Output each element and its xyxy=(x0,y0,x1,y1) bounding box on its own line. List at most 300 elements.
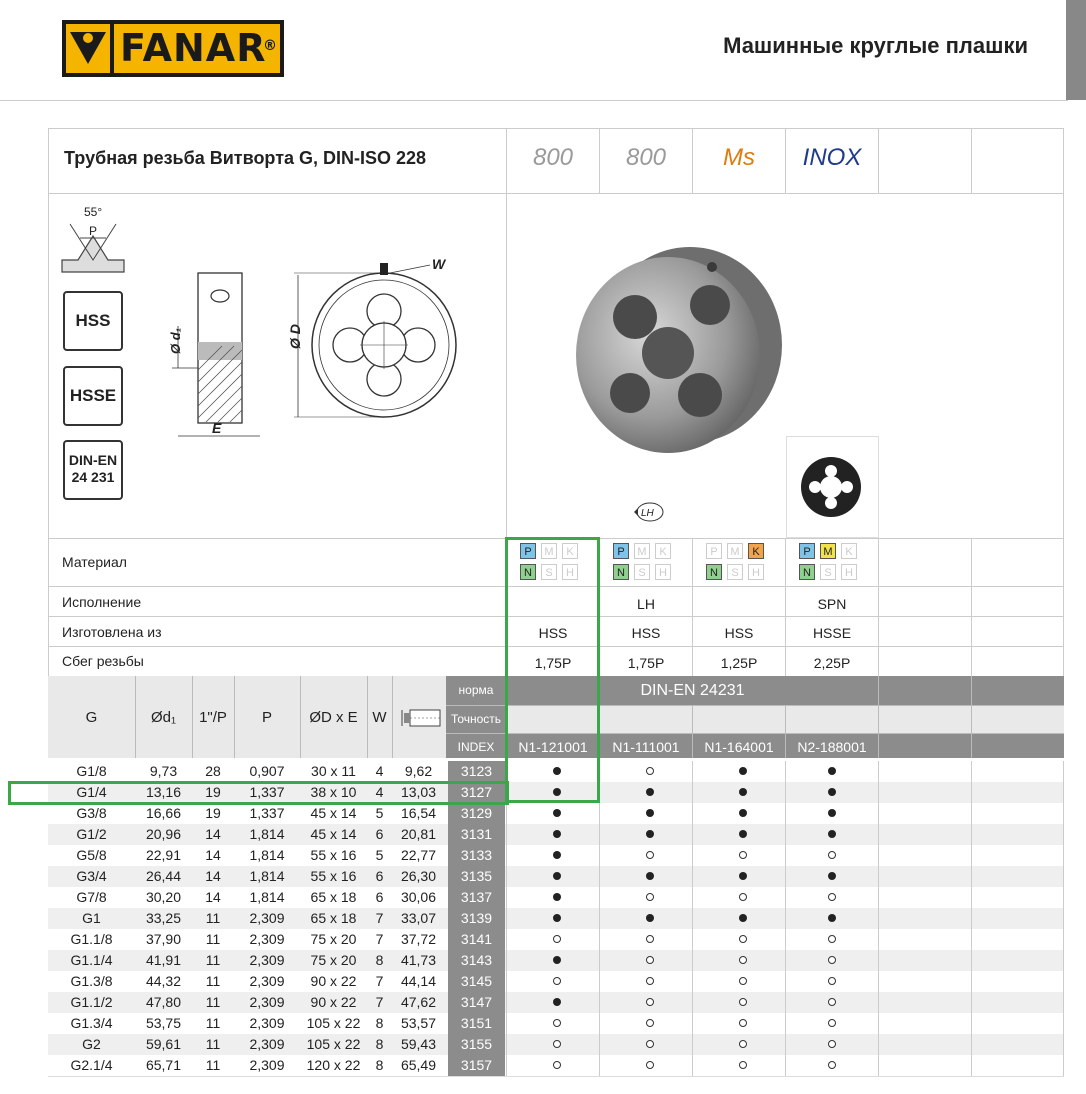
runout-col1: 1,75P xyxy=(534,655,572,671)
material-chip-s: S xyxy=(541,564,557,580)
column-divider xyxy=(599,1055,600,1076)
available-dot-icon xyxy=(828,830,836,838)
column-divider xyxy=(1063,1055,1064,1076)
row-index: 3129 xyxy=(448,803,505,824)
column-divider xyxy=(971,866,972,887)
column-divider xyxy=(785,866,786,887)
available-dot-icon xyxy=(553,830,561,838)
row-w: 6 xyxy=(375,826,384,842)
row-tpi: 14 xyxy=(205,889,221,905)
made-of-col2: HSS xyxy=(631,625,661,641)
column-divider xyxy=(1063,782,1064,803)
column-divider xyxy=(785,824,786,845)
column-divider xyxy=(506,908,507,929)
row-dxe: 55 x 16 xyxy=(310,868,357,884)
row-w: 7 xyxy=(375,994,384,1010)
column-divider xyxy=(878,845,879,866)
column-divider xyxy=(692,803,693,824)
column-divider xyxy=(692,824,693,845)
column-divider xyxy=(878,761,879,782)
die-side-drawing xyxy=(160,270,270,447)
row-p: 0,907 xyxy=(249,763,285,779)
row-index: 3137 xyxy=(448,887,505,908)
row-tpi: 14 xyxy=(205,826,221,842)
column-divider xyxy=(971,971,972,992)
runout-label: Сбег резьбы xyxy=(62,653,144,669)
column-divider xyxy=(599,929,600,950)
column-divider xyxy=(785,992,786,1013)
row-bore: 20,81 xyxy=(400,826,437,842)
d-label: Ø D xyxy=(287,324,303,349)
runout-col3: 1,25P xyxy=(720,655,758,671)
logo-emblem-icon xyxy=(66,24,110,73)
edge-bar xyxy=(1066,0,1086,100)
material-chip-m: M xyxy=(820,543,836,559)
row-d1: 9,73 xyxy=(149,763,178,779)
material-chip-m: M xyxy=(634,543,650,559)
unavailable-dot-icon xyxy=(646,998,654,1006)
column-divider xyxy=(1063,950,1064,971)
row-d1: 30,20 xyxy=(145,889,182,905)
row-d1: 53,75 xyxy=(145,1015,182,1031)
column-divider xyxy=(1063,1034,1064,1055)
row-tpi: 28 xyxy=(205,763,221,779)
e-label: E xyxy=(212,420,222,436)
row-dxe: 105 x 22 xyxy=(306,1036,361,1052)
row-d1: 47,80 xyxy=(145,994,182,1010)
material-chip-s: S xyxy=(727,564,743,580)
row-dxe: 105 x 22 xyxy=(306,1015,361,1031)
column-divider xyxy=(785,803,786,824)
column-divider xyxy=(878,866,879,887)
row-index: 3123 xyxy=(448,761,505,782)
available-dot-icon xyxy=(646,914,654,922)
column-divider xyxy=(971,908,972,929)
available-dot-icon xyxy=(739,809,747,817)
row-bore: 30,06 xyxy=(400,889,437,905)
table-row xyxy=(48,824,1064,846)
unavailable-dot-icon xyxy=(646,1019,654,1027)
row-d1: 33,25 xyxy=(145,910,182,926)
row-g: G5/8 xyxy=(76,847,107,863)
logo-wordmark: FANAR ® xyxy=(114,24,280,73)
unavailable-dot-icon xyxy=(646,956,654,964)
column-divider xyxy=(785,908,786,929)
table-row xyxy=(48,950,1064,972)
available-dot-icon xyxy=(739,767,747,775)
material-chip-k: K xyxy=(655,543,671,559)
column-divider xyxy=(971,824,972,845)
column-divider xyxy=(692,1034,693,1055)
column-divider xyxy=(785,761,786,782)
material-chip-h: H xyxy=(748,564,764,580)
row-d1: 26,44 xyxy=(145,868,182,884)
material-chip-m: M xyxy=(541,543,557,559)
unavailable-dot-icon xyxy=(646,893,654,901)
row-p: 2,309 xyxy=(249,1036,285,1052)
unavailable-dot-icon xyxy=(553,1019,561,1027)
column-divider xyxy=(692,1013,693,1034)
column-divider xyxy=(599,950,600,971)
column-divider xyxy=(692,761,693,782)
row-g: G1.1/8 xyxy=(70,931,113,947)
made-of-col4: HSSE xyxy=(812,625,852,641)
unavailable-dot-icon xyxy=(739,1061,747,1069)
row-p: 2,309 xyxy=(249,910,285,926)
column-divider xyxy=(878,992,879,1013)
unavailable-dot-icon xyxy=(739,1040,747,1048)
row-p: 1,814 xyxy=(249,868,285,884)
row-index: 3141 xyxy=(448,929,505,950)
material-chip-h: H xyxy=(655,564,671,580)
bore-dimension-icon xyxy=(396,704,444,737)
article-col3: N1-164001 xyxy=(704,739,774,755)
available-dot-icon xyxy=(828,914,836,922)
column-divider xyxy=(785,929,786,950)
angle-label: 55° xyxy=(84,205,103,219)
row-g: G1.3/8 xyxy=(70,973,113,989)
row-w: 8 xyxy=(375,1015,384,1031)
row-dxe: 30 x 11 xyxy=(311,763,356,779)
available-dot-icon xyxy=(828,788,836,796)
made-of-label: Изготовлена из xyxy=(62,624,162,640)
article-col4: N2-188001 xyxy=(797,739,867,755)
column-divider xyxy=(506,803,507,824)
unavailable-dot-icon xyxy=(646,851,654,859)
row-bore: 13,03 xyxy=(400,784,437,800)
row-bore: 37,72 xyxy=(400,931,437,947)
available-dot-icon xyxy=(553,809,561,817)
w-label: W xyxy=(432,256,446,272)
unavailable-dot-icon xyxy=(739,893,747,901)
row-w: 4 xyxy=(375,763,384,779)
column-divider xyxy=(971,992,972,1013)
row-w: 6 xyxy=(375,868,384,884)
row-w: 8 xyxy=(375,1036,384,1052)
material-chip-h: H xyxy=(562,564,578,580)
row-d1: 59,61 xyxy=(145,1036,182,1052)
table-row xyxy=(48,845,1064,867)
material-header-steel-2: 800 xyxy=(625,144,667,171)
row-d1: 13,16 xyxy=(145,784,182,800)
unavailable-dot-icon xyxy=(828,935,836,943)
row-bore: 65,49 xyxy=(400,1057,437,1073)
row-index: 3127 xyxy=(448,782,505,803)
material-header-brass: Ms xyxy=(723,144,755,171)
material-chip-s: S xyxy=(820,564,836,580)
column-divider xyxy=(599,908,600,929)
unavailable-dot-icon xyxy=(828,1040,836,1048)
column-divider xyxy=(971,803,972,824)
available-dot-icon xyxy=(739,830,747,838)
table-row xyxy=(48,1055,1064,1077)
row-p: 2,309 xyxy=(249,973,285,989)
column-divider xyxy=(599,824,600,845)
column-divider xyxy=(1063,908,1064,929)
available-dot-icon xyxy=(553,851,561,859)
row-bore: 9,62 xyxy=(404,763,433,779)
row-g: G3/4 xyxy=(76,868,107,884)
table-row xyxy=(48,929,1064,951)
material-chip-n: N xyxy=(799,564,815,580)
row-w: 5 xyxy=(375,847,384,863)
row-w: 8 xyxy=(375,1057,384,1073)
column-divider xyxy=(971,845,972,866)
row-g: G1/2 xyxy=(76,826,107,842)
table-row xyxy=(48,908,1064,930)
column-divider xyxy=(599,971,600,992)
unavailable-dot-icon xyxy=(553,935,561,943)
row-p: 2,309 xyxy=(249,994,285,1010)
unavailable-dot-icon xyxy=(553,977,561,985)
material-chip-k: K xyxy=(562,543,578,559)
row-index: 3155 xyxy=(448,1034,505,1055)
column-divider xyxy=(878,803,879,824)
col-w-header: W xyxy=(372,709,387,726)
row-dxe: 75 x 20 xyxy=(310,931,357,947)
material-chip-p: P xyxy=(799,543,815,559)
die-product-photo xyxy=(570,245,790,465)
row-p: 1,337 xyxy=(249,805,285,821)
execution-label: Исполнение xyxy=(62,594,142,610)
column-divider xyxy=(878,1055,879,1076)
column-divider xyxy=(692,887,693,908)
row-dxe: 55 x 16 xyxy=(310,847,357,863)
accuracy-label: Точность xyxy=(450,712,502,726)
unavailable-dot-icon xyxy=(828,998,836,1006)
column-divider xyxy=(506,1013,507,1034)
runout-col2: 1,75P xyxy=(627,655,665,671)
table-row xyxy=(48,866,1064,888)
column-divider xyxy=(971,1013,972,1034)
row-p: 1,814 xyxy=(249,847,285,863)
row-bore: 53,57 xyxy=(400,1015,437,1031)
table-row xyxy=(48,1013,1064,1035)
row-index: 3135 xyxy=(448,866,505,887)
material-chip-n: N xyxy=(613,564,629,580)
column-divider xyxy=(785,782,786,803)
column-divider xyxy=(692,866,693,887)
column-divider xyxy=(878,1013,879,1034)
row-d1: 44,32 xyxy=(145,973,182,989)
row-g: G1.1/4 xyxy=(70,952,113,968)
row-g: G1 xyxy=(82,910,101,926)
din-badge: DIN-EN 24 231 xyxy=(63,440,123,500)
column-divider xyxy=(971,1034,972,1055)
row-dxe: 90 x 22 xyxy=(310,973,357,989)
available-dot-icon xyxy=(739,914,747,922)
row-index: 3143 xyxy=(448,950,505,971)
table-row xyxy=(48,971,1064,993)
row-bore: 41,73 xyxy=(400,952,437,968)
row-dxe: 120 x 22 xyxy=(306,1057,361,1073)
column-divider xyxy=(692,1055,693,1076)
unavailable-dot-icon xyxy=(828,893,836,901)
unavailable-dot-icon xyxy=(739,851,747,859)
inox-die-thumbnail xyxy=(786,436,879,538)
column-divider xyxy=(506,845,507,866)
column-divider xyxy=(971,887,972,908)
column-divider xyxy=(878,887,879,908)
row-g: G1/4 xyxy=(76,784,107,800)
available-dot-icon xyxy=(553,956,561,964)
row-bore: 59,43 xyxy=(400,1036,437,1052)
available-dot-icon xyxy=(553,914,561,922)
material-header-steel: 800 xyxy=(532,144,574,171)
unavailable-dot-icon xyxy=(739,998,747,1006)
row-p: 2,309 xyxy=(249,1015,285,1031)
header-divider xyxy=(0,100,1068,101)
available-dot-icon xyxy=(646,788,654,796)
index-label: INDEX xyxy=(457,740,495,754)
available-dot-icon xyxy=(646,830,654,838)
column-divider xyxy=(692,782,693,803)
row-tpi: 14 xyxy=(205,868,221,884)
column-divider xyxy=(599,992,600,1013)
unavailable-dot-icon xyxy=(828,1019,836,1027)
column-divider xyxy=(1063,971,1064,992)
runout-col4: 2,25P xyxy=(813,655,851,671)
row-g: G1.3/4 xyxy=(70,1015,113,1031)
column-divider xyxy=(971,761,972,782)
row-dxe: 65 x 18 xyxy=(310,910,357,926)
hsse-badge: HSSE xyxy=(63,366,123,426)
row-tpi: 19 xyxy=(205,805,221,821)
row-d1: 16,66 xyxy=(145,805,182,821)
column-divider xyxy=(1063,845,1064,866)
column-divider xyxy=(692,908,693,929)
left-hand-thread-icon xyxy=(632,500,666,529)
row-dxe: 65 x 18 xyxy=(310,889,357,905)
column-divider xyxy=(878,929,879,950)
row-dxe: 90 x 22 xyxy=(310,994,357,1010)
row-tpi: 11 xyxy=(205,994,221,1010)
row-dxe: 45 x 14 xyxy=(310,826,357,842)
col-dxe-header: ØD x E xyxy=(309,709,358,726)
material-chip-k: K xyxy=(841,543,857,559)
row-w: 6 xyxy=(375,889,384,905)
available-dot-icon xyxy=(739,872,747,880)
column-divider xyxy=(971,950,972,971)
row-d1: 37,90 xyxy=(145,931,182,947)
row-p: 2,309 xyxy=(249,1057,285,1073)
column-divider xyxy=(599,845,600,866)
row-index: 3131 xyxy=(448,824,505,845)
row-p: 2,309 xyxy=(249,952,285,968)
material-chip-p: P xyxy=(613,543,629,559)
highlight-column-box xyxy=(505,537,600,803)
row-index: 3151 xyxy=(448,1013,505,1034)
unavailable-dot-icon xyxy=(828,1061,836,1069)
row-tpi: 14 xyxy=(205,847,221,863)
column-divider xyxy=(599,866,600,887)
row-w: 4 xyxy=(375,784,384,800)
column-divider xyxy=(692,971,693,992)
column-divider xyxy=(599,887,600,908)
column-divider xyxy=(971,782,972,803)
norm-label: норма xyxy=(458,683,494,697)
column-divider xyxy=(506,992,507,1013)
column-divider xyxy=(599,1013,600,1034)
col-g-header: G xyxy=(85,709,98,726)
column-divider xyxy=(785,1013,786,1034)
page-title: Машинные круглые плашки xyxy=(723,33,1028,58)
row-p: 1,337 xyxy=(249,784,285,800)
column-divider xyxy=(785,950,786,971)
unavailable-dot-icon xyxy=(828,851,836,859)
column-divider xyxy=(878,1034,879,1055)
highlight-row-box xyxy=(8,781,509,805)
column-divider xyxy=(506,929,507,950)
column-divider xyxy=(878,908,879,929)
column-divider xyxy=(785,887,786,908)
column-divider xyxy=(785,845,786,866)
column-divider xyxy=(878,971,879,992)
material-chip-p: P xyxy=(706,543,722,559)
row-d1: 22,91 xyxy=(145,847,182,863)
column-divider xyxy=(878,782,879,803)
row-g: G2.1/4 xyxy=(70,1057,113,1073)
column-divider xyxy=(785,1034,786,1055)
material-chip-k: K xyxy=(748,543,764,559)
row-dxe: 45 x 14 xyxy=(310,805,357,821)
row-p: 2,309 xyxy=(249,931,285,947)
row-index: 3157 xyxy=(448,1055,505,1076)
row-d1: 41,91 xyxy=(145,952,182,968)
unavailable-dot-icon xyxy=(739,935,747,943)
table-row xyxy=(48,992,1064,1014)
material-chip-p: P xyxy=(520,543,536,559)
unavailable-dot-icon xyxy=(739,977,747,985)
unavailable-dot-icon xyxy=(646,1061,654,1069)
row-w: 5 xyxy=(375,805,384,821)
made-of-col1: HSS xyxy=(538,625,568,641)
unavailable-dot-icon xyxy=(646,1040,654,1048)
row-g: G7/8 xyxy=(76,889,107,905)
fanar-logo xyxy=(62,20,284,77)
col-d1-header: Ød₁ xyxy=(150,709,177,726)
column-divider xyxy=(599,1034,600,1055)
unavailable-dot-icon xyxy=(828,977,836,985)
execution-col2: LH xyxy=(637,596,655,612)
material-label: Материал xyxy=(62,554,127,570)
row-tpi: 11 xyxy=(205,973,221,989)
available-dot-icon xyxy=(828,872,836,880)
row-d1: 65,71 xyxy=(145,1057,182,1073)
made-of-col3: HSS xyxy=(724,625,754,641)
column-divider xyxy=(506,866,507,887)
column-divider xyxy=(878,950,879,971)
pitch-label: P xyxy=(89,224,98,238)
article-col1: N1-121001 xyxy=(518,739,588,755)
row-index: 3133 xyxy=(448,845,505,866)
unavailable-dot-icon xyxy=(553,1040,561,1048)
available-dot-icon xyxy=(553,893,561,901)
available-dot-icon xyxy=(739,788,747,796)
column-divider xyxy=(506,950,507,971)
unavailable-dot-icon xyxy=(553,1061,561,1069)
column-divider xyxy=(1063,992,1064,1013)
row-tpi: 11 xyxy=(205,952,221,968)
column-divider xyxy=(971,1055,972,1076)
material-chip-s: S xyxy=(634,564,650,580)
column-divider xyxy=(785,1055,786,1076)
col-p-header: P xyxy=(261,709,272,726)
available-dot-icon xyxy=(553,872,561,880)
die-front-drawing xyxy=(280,255,465,430)
material-chip-n: N xyxy=(520,564,536,580)
unavailable-dot-icon xyxy=(739,956,747,964)
